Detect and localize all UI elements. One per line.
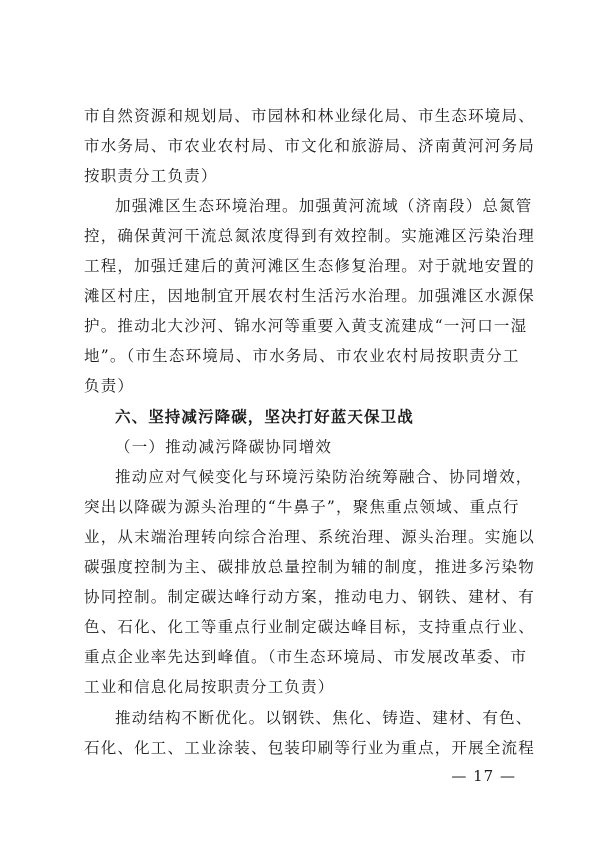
text-line: 滩区村庄，因地制宜开展农村生活污水治理。加强滩区水源保 <box>84 287 535 305</box>
text-line: 工程，加强迁建后的黄河滩区生态修复治理。对于就地安置的 <box>84 257 535 275</box>
text-line: 负责） <box>84 377 135 395</box>
subsection-heading: （一）推动减污降碳协同增效 <box>115 438 333 456</box>
text-line: 按职责分工负责） <box>84 167 218 185</box>
text-line: 色、石化、化工等重点行业制定碳达峰目标，支持重点行业、 <box>84 618 535 636</box>
text-line: 护。推动北大沙河、锦水河等重要入黄支流建成“一河口一湿 <box>84 317 528 335</box>
text-line: 碳强度控制为主、碳排放总量控制为辅的制度，推进多污染物 <box>84 558 535 576</box>
text-line: 业，从末端治理转向综合治理、系统治理、源头治理。实施以 <box>84 528 535 546</box>
paragraph-first-line: 推动结构不断优化。以钢铁、焦化、铸造、建材、有色、 <box>115 709 533 727</box>
text-line: 石化、化工、工业涂装、包装印刷等行业为重点，开展全流程 <box>84 739 535 757</box>
text-line: 控，确保黄河干流总氮浓度得到有效控制。实施滩区污染治理 <box>84 227 535 245</box>
text-line: 重点企业率先达到峰值。（市生态环境局、市发展改革委、市 <box>84 648 528 666</box>
paragraph-first-line: 推动应对气候变化与环境污染防治统筹融合、协同增效， <box>115 468 533 486</box>
text-line: 协同控制。制定碳达峰行动方案，推动电力、钢铁、建材、有 <box>84 588 535 606</box>
text-line: 工业和信息化局按职责分工负责） <box>84 678 335 696</box>
text-line: 市水务局、市农业农村局、市文化和旅游局、济南黄河河务局 <box>84 137 535 155</box>
paragraph-first-line: 加强滩区生态环境治理。加强黄河流域（济南段）总氮管 <box>115 197 533 215</box>
text-line: 市自然资源和规划局、市园林和林业绿化局、市生态环境局、 <box>84 107 535 125</box>
text-line: 突出以降碳为源头治理的“牛鼻子”，聚焦重点领域、重点行 <box>84 498 520 516</box>
text-line: 地”。（市生态环境局、市水务局、市农业农村局按职责分工 <box>84 347 520 365</box>
section-heading: 六、坚持减污降碳，坚决打好蓝天保卫战 <box>115 408 414 426</box>
page-number: — 17 — <box>451 767 516 785</box>
